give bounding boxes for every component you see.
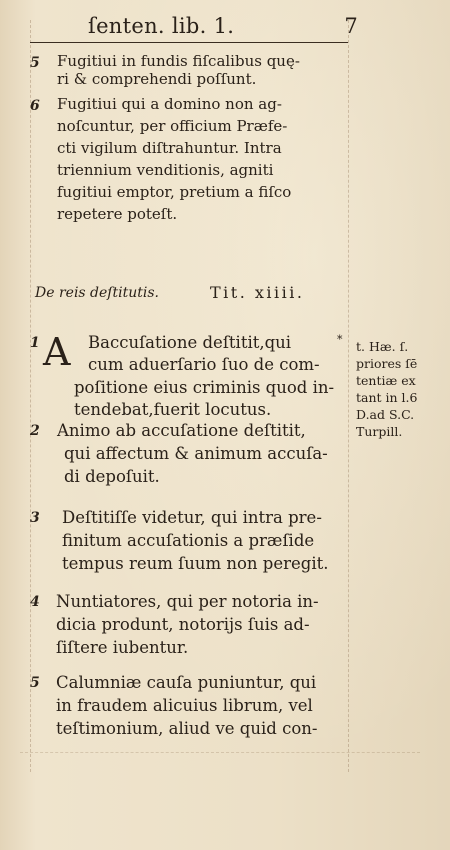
ruling-line <box>20 752 420 753</box>
text-line: Nuntiatores, qui per notoria in- <box>56 592 319 611</box>
text-line: repetere poteſt. <box>57 205 178 223</box>
entry-main-5 <box>30 673 350 745</box>
text-line: tempus reum ſuum non peregit. <box>62 554 329 573</box>
entry-main-3 <box>30 508 350 580</box>
title-number: Tit. xiiii. <box>210 283 305 302</box>
entry-number: 2 <box>30 423 40 439</box>
text-line: Baccuſatione deſtitit,qui <box>88 333 292 352</box>
text-line: finitum accuſationis a præſide <box>62 531 315 550</box>
reference-mark: * <box>337 333 343 346</box>
text-line: dicia produnt, notorijs ſuis ad- <box>56 615 310 634</box>
margin-line: priores ſē <box>356 356 418 371</box>
text-line: triennium venditionis, agniti <box>57 161 274 179</box>
margin-line: tentiæ ex <box>356 373 416 388</box>
running-title: ſenten. lib. 1. <box>88 14 235 38</box>
entry-top-5 <box>30 53 350 93</box>
text-line: teſtimonium, aliud ve quid con- <box>56 719 318 738</box>
marginal-note <box>356 338 448 440</box>
text-line: noſcuntur, per officium Præfe- <box>57 117 288 135</box>
text-line: in fraudem alicuius librum, vel <box>56 696 313 715</box>
entry-number: 5 <box>30 55 40 71</box>
text-line: Calumniæ cauſa puniuntur, qui <box>56 673 317 692</box>
text-line: poſitione eius criminis quod in- <box>74 378 335 397</box>
header-rule <box>30 42 348 43</box>
entry-number: 3 <box>30 510 40 526</box>
entry-number: 1 <box>30 335 40 351</box>
title-block <box>30 283 350 305</box>
text-line: Fugitiui in fundis fiſcalibus quę- <box>57 52 300 70</box>
margin-line: D.ad S.C. <box>356 407 415 422</box>
text-line: Fugitiui qui a domino non ag- <box>57 95 282 113</box>
entry-number: 4 <box>30 594 40 610</box>
entry-main-4 <box>30 592 350 664</box>
text-line: di depoſuit. <box>64 467 160 486</box>
text-line: Animo ab accuſatione deſtitit, <box>57 421 306 440</box>
text-line: cum aduerſario ſuo de com- <box>88 355 320 374</box>
text-line: cti vigilum diſtrahuntur. Intra <box>57 139 282 157</box>
margin-line: tant in l.6 <box>356 390 418 405</box>
text-line: ri & comprehendi poſſunt. <box>57 70 257 88</box>
entry-main-1 <box>30 330 350 433</box>
text-line: tendebat,fuerit locutus. <box>74 400 272 419</box>
text-line: ſiſtere iubentur. <box>56 638 189 657</box>
title-rubric: De reis deſtitutis. <box>35 285 159 301</box>
margin-line: Turpill. <box>356 424 403 439</box>
page-number: 7 <box>344 14 358 38</box>
text-line: qui affectum & animum accuſa- <box>64 444 328 463</box>
entry-top-6 <box>30 95 350 223</box>
entry-number: 6 <box>30 98 40 114</box>
text-line: fugitiui emptor, pretium a fiſco <box>57 183 292 201</box>
margin-line: t. Hæ. ſ. <box>356 339 409 354</box>
entry-number: 5 <box>30 675 40 691</box>
running-header <box>88 14 358 38</box>
drop-capital: A <box>43 330 71 374</box>
text-line: Deſtitiſſe videtur, qui intra pre- <box>62 508 322 527</box>
entry-main-2 <box>30 421 350 491</box>
